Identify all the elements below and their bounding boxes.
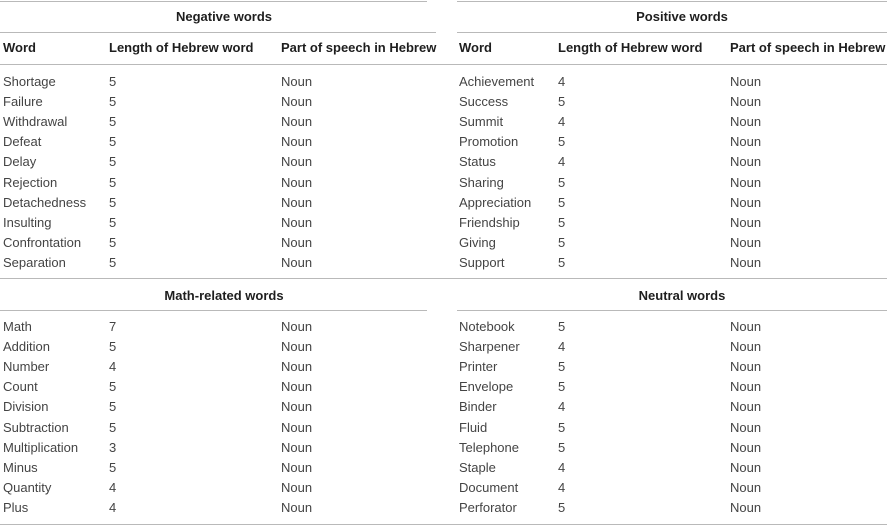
length-cell: 4	[109, 359, 117, 374]
length-cell: 5	[558, 195, 566, 210]
length-cell: 5	[558, 359, 566, 374]
pos-cell: Noun	[730, 480, 762, 495]
length-cell: 5	[109, 339, 117, 354]
word-cell: Telephone	[459, 440, 519, 455]
positive-title-rule	[457, 32, 887, 33]
length-cell: 5	[558, 175, 566, 190]
word-cell: Confrontation	[3, 235, 82, 250]
word-cell: Fluid	[459, 420, 488, 435]
table-top-rule-right	[457, 1, 887, 2]
table-top-rule-left	[0, 1, 427, 2]
pos-cell: Noun	[730, 399, 762, 414]
pos-cell: Noun	[281, 255, 313, 270]
pos-cell: Noun	[281, 94, 313, 109]
length-cell: 4	[558, 460, 566, 475]
pos-cell: Noun	[281, 175, 313, 190]
word-cell: Perforator	[459, 500, 517, 515]
math-words-title: Math-related words	[164, 288, 284, 303]
length-cell: 5	[109, 195, 117, 210]
word-cell: Printer	[459, 359, 498, 374]
length-cell: 5	[558, 215, 566, 230]
length-cell: 5	[558, 255, 566, 270]
word-cell: Achievement	[459, 74, 535, 89]
pos-cell: Noun	[730, 379, 762, 394]
word-cell: Minus	[3, 460, 38, 475]
pos-cell: Noun	[730, 134, 762, 149]
length-cell: 4	[558, 74, 566, 89]
word-cell: Friendship	[459, 215, 520, 230]
length-cell: 5	[109, 74, 117, 89]
neutral-words-title: Neutral words	[638, 288, 726, 303]
word-cell: Failure	[3, 94, 43, 109]
word-cell: Document	[459, 480, 519, 495]
math-title-rule	[0, 310, 427, 311]
word-cell: Withdrawal	[3, 114, 68, 129]
pos-cell: Noun	[730, 440, 762, 455]
length-cell: 5	[558, 500, 566, 515]
pos-cell: Noun	[281, 319, 313, 334]
pos-cell: Noun	[730, 114, 762, 129]
word-cell: Defeat	[3, 134, 42, 149]
pos-cell: Noun	[730, 195, 762, 210]
length-cell: 4	[109, 480, 117, 495]
word-cell: Detachedness	[3, 195, 87, 210]
pos-cell: Noun	[730, 215, 762, 230]
word-cell: Division	[3, 399, 49, 414]
length-cell: 4	[558, 154, 566, 169]
length-cell: 4	[558, 399, 566, 414]
pos-cell: Noun	[281, 154, 313, 169]
pos-cell: Noun	[730, 500, 762, 515]
length-cell: 4	[558, 339, 566, 354]
length-cell: 5	[109, 235, 117, 250]
table-bottom-rule	[0, 524, 887, 525]
pos-cell: Noun	[730, 74, 762, 89]
length-cell: 5	[109, 134, 117, 149]
length-cell: 5	[109, 379, 117, 394]
word-cell: Number	[3, 359, 50, 374]
neutral-title-rule	[457, 310, 887, 311]
pos-cell: Noun	[730, 235, 762, 250]
word-cell: Shortage	[3, 74, 56, 89]
word-cell: Multiplication	[3, 440, 79, 455]
word-cell: Giving	[459, 235, 496, 250]
length-cell: 5	[558, 134, 566, 149]
length-cell: 5	[109, 154, 117, 169]
negative-words-title: Negative words	[175, 9, 273, 24]
word-cell: Math	[3, 319, 32, 334]
word-cell: Rejection	[3, 175, 58, 190]
pos-cell: Noun	[281, 440, 313, 455]
col-header-length-right: Length of Hebrew word	[558, 40, 703, 55]
pos-cell: Noun	[281, 195, 313, 210]
word-cell: Envelope	[459, 379, 514, 394]
pos-cell: Noun	[730, 420, 762, 435]
word-cell: Subtraction	[3, 420, 69, 435]
positive-words-title: Positive words	[636, 9, 728, 24]
section-divider-rule	[0, 278, 887, 279]
length-cell: 5	[109, 114, 117, 129]
word-cell: Notebook	[459, 319, 515, 334]
word-cell: Success	[459, 94, 509, 109]
length-cell: 4	[109, 500, 117, 515]
length-cell: 5	[109, 215, 117, 230]
col-header-pos-right: Part of speech in Hebrew	[730, 40, 886, 55]
word-cell: Promotion	[459, 134, 519, 149]
col-header-pos-left: Part of speech in Hebrew	[281, 40, 437, 55]
word-cell: Sharing	[459, 175, 504, 190]
word-cell: Sharpener	[459, 339, 520, 354]
pos-cell: Noun	[281, 420, 313, 435]
length-cell: 5	[558, 379, 566, 394]
col-header-word-left: Word	[3, 40, 36, 55]
pos-cell: Noun	[281, 339, 313, 354]
col-header-length-left: Length of Hebrew word	[109, 40, 254, 55]
word-cell: Insulting	[3, 215, 52, 230]
length-cell: 5	[109, 420, 117, 435]
pos-cell: Noun	[730, 154, 762, 169]
pos-cell: Noun	[730, 319, 762, 334]
col-header-word-right: Word	[459, 40, 492, 55]
word-cell: Count	[3, 379, 38, 394]
pos-cell: Noun	[281, 235, 313, 250]
word-cell: Status	[459, 154, 496, 169]
word-cell: Appreciation	[459, 195, 532, 210]
word-cell: Addition	[3, 339, 50, 354]
length-cell: 5	[109, 94, 117, 109]
length-cell: 5	[109, 460, 117, 475]
length-cell: 5	[109, 255, 117, 270]
word-cell: Summit	[459, 114, 504, 129]
length-cell: 5	[109, 399, 117, 414]
pos-cell: Noun	[281, 215, 313, 230]
pos-cell: Noun	[730, 359, 762, 374]
word-cell: Quantity	[3, 480, 52, 495]
pos-cell: Noun	[281, 134, 313, 149]
negative-title-rule	[0, 32, 436, 33]
length-cell: 4	[558, 114, 566, 129]
pos-cell: Noun	[730, 255, 762, 270]
length-cell: 3	[109, 440, 117, 455]
pos-cell: Noun	[281, 399, 313, 414]
word-cell: Support	[459, 255, 505, 270]
pos-cell: Noun	[730, 339, 762, 354]
pos-cell: Noun	[730, 94, 762, 109]
length-cell: 5	[558, 319, 566, 334]
word-cell: Staple	[459, 460, 496, 475]
pos-cell: Noun	[281, 74, 313, 89]
pos-cell: Noun	[730, 460, 762, 475]
header-bottom-rule	[0, 64, 887, 65]
pos-cell: Noun	[281, 480, 313, 495]
pos-cell: Noun	[281, 500, 313, 515]
word-cell: Binder	[459, 399, 497, 414]
pos-cell: Noun	[730, 175, 762, 190]
pos-cell: Noun	[281, 359, 313, 374]
pos-cell: Noun	[281, 379, 313, 394]
length-cell: 5	[109, 175, 117, 190]
word-cell: Plus	[3, 500, 29, 515]
pos-cell: Noun	[281, 114, 313, 129]
word-cell: Separation	[3, 255, 66, 270]
length-cell: 7	[109, 319, 117, 334]
length-cell: 4	[558, 480, 566, 495]
pos-cell: Noun	[281, 460, 313, 475]
length-cell: 5	[558, 420, 566, 435]
length-cell: 5	[558, 94, 566, 109]
length-cell: 5	[558, 440, 566, 455]
word-cell: Delay	[3, 154, 37, 169]
length-cell: 5	[558, 235, 566, 250]
